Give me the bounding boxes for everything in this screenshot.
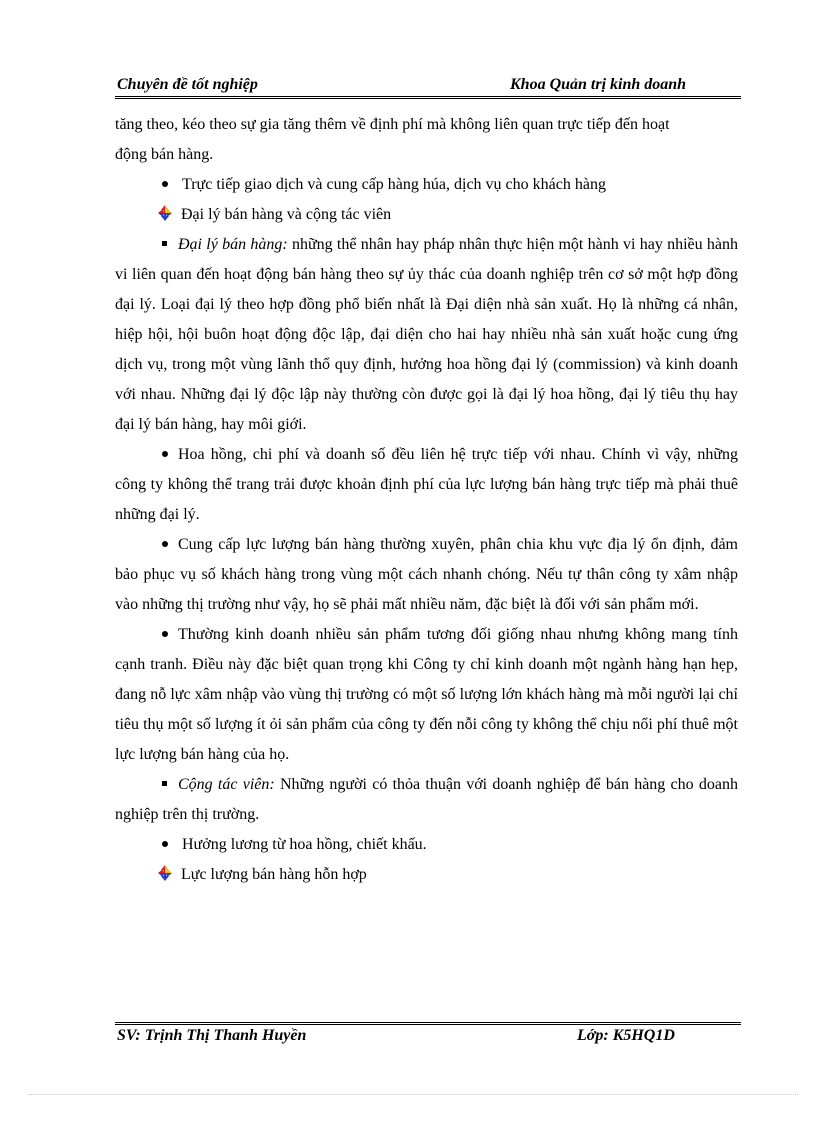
bullet-dot-icon	[162, 451, 168, 457]
bullet-text: Hưởng lương từ hoa hồng, chiết khấu.	[182, 836, 427, 853]
bullet-paragraph	[115, 440, 738, 530]
page-bottom-dotted-rule	[28, 1094, 798, 1095]
footer-rule	[115, 1022, 741, 1025]
body-content	[115, 110, 738, 890]
square-bullet-paragraph	[115, 770, 738, 830]
page-footer	[115, 1026, 741, 1048]
paragraph-line: động bán hàng.	[115, 146, 214, 163]
header-rule	[115, 96, 741, 99]
bullet-text: Cung cấp lực lượng bán hàng thường xuyên, phân chia khu vực địa lý ổn định, đảm bảo phục vụ số khách hàng trong vùng một cách nhanh chóng. Nếu tự thân công ty xâm nhập vào những thị trường như vậy, họ sẽ phải mất nhiều năm, đặc biệt là đối với sản phẩm mới.	[115, 536, 738, 613]
bullet-text: Hoa hồng, chi phí và doanh số đều liên hệ trực tiếp với nhau. Chính vì vậy, những công ty không thể trang trải được khoản định phí của lực lượng bán hàng trực tiếp mà phải thuê những đại lý.	[115, 446, 738, 523]
header-right-title: Khoa Quản trị kinh doanh	[510, 76, 687, 93]
term-label: Đại lý bán hàng:	[178, 236, 288, 253]
term-definition: Những người có thỏa thuận với doanh nghiệp để bán hàng cho doanh nghiệp trên thị trường.	[115, 776, 739, 823]
paragraph-continuation	[115, 110, 738, 170]
arrow-item-text: Đại lý bán hàng và cộng tác viên	[181, 206, 392, 223]
term-definition: những thể nhân hay pháp nhân thực hiện một hành vi hay nhiều hành vi liên quan đến hoạt động bán hàng theo sự ủy thác của doanh nghiệp trên cơ sở một hợp đồng đại lý. Loại đại lý theo hợp đồng phổ biến nhất là Đại diện nhà sản xuất. Họ là những cá nhân, hiệp hội, hội buôn hoạt động độc lập, đại diện cho hai hay nhiều nhà sản xuất hoặc cung ứng dịch vụ, trong một vùng lãnh thổ quy định, hưởng hoa hồng đại lý (commission) và kinh doanh với nhau. Những đại lý độc lập này thường còn được gọi là đại lý hoa hồng, đại lý tiêu thụ hay đại lý bán hàng, hay môi giới.	[115, 236, 739, 433]
header-left-title: Chuyên đề tốt nghiệp	[117, 76, 258, 93]
footer-class: Lớp: K5HQ1D	[577, 1027, 675, 1044]
bullet-dot-icon	[162, 841, 168, 847]
bullet-dot-icon	[162, 541, 168, 547]
paragraph-line: tăng theo, kéo theo sự gia tăng thêm về định phí mà không liên quan trực tiếp đến hoạt	[115, 116, 670, 133]
bullet-item	[115, 830, 738, 860]
four-way-arrow-icon	[157, 864, 177, 882]
arrow-item	[115, 860, 738, 890]
footer-student-name: SV: Trịnh Thị Thanh Huyền	[117, 1027, 307, 1044]
bullet-item	[115, 170, 738, 200]
arrow-item	[115, 200, 738, 230]
bullet-text: Trực tiếp giao dịch và cung cấp hàng húa, dịch vụ cho khách hàng	[182, 176, 606, 193]
bullet-paragraph	[115, 620, 738, 770]
bullet-dot-icon	[162, 631, 168, 637]
bullet-text: Thường kinh doanh nhiều sản phẩm tương đối giống nhau nhưng không mang tính cạnh tranh. Điều này đặc biệt quan trọng khi Công ty chỉ kinh doanh một ngành hàng hạn hẹp, đang nỗ lực xâm nhập vào vùng thị trường có một số lượng lớn khách hàng mà mỗi người lại chỉ tiêu thụ một số lượng ít ỏi sản phẩm của công ty đến nỗi công ty không thể chịu nổi phí thuê một lực lượng bán hàng của họ.	[115, 626, 738, 763]
square-bullet-paragraph	[115, 230, 738, 440]
bullet-dot-icon	[162, 181, 168, 187]
arrow-item-text: Lực lượng bán hàng hỗn hợp	[181, 866, 367, 883]
page-header	[115, 74, 741, 96]
square-bullet-icon	[162, 241, 167, 246]
term-label: Cộng tác viên:	[178, 776, 275, 793]
bullet-paragraph	[115, 530, 738, 620]
square-bullet-icon	[162, 781, 167, 786]
four-way-arrow-icon	[157, 204, 177, 222]
